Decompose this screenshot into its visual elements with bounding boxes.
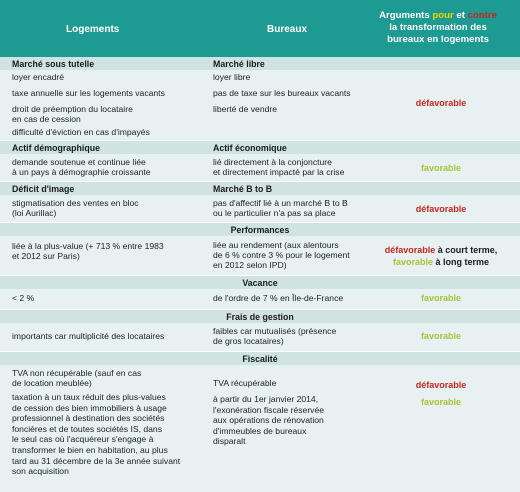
cell: liberté de vendre [213,104,278,114]
section-deficit-image: Déficit d'image [12,184,75,194]
cell-line: foncières et de toutes sociétés IS, dans [12,423,163,434]
cell-line: le seul cas où l'acquéreur s'engage à [12,434,154,445]
cell: en 2012 selon IPD) [213,260,287,270]
verdict-fiscalite-tva: défavorable [415,380,467,390]
header-bureaux: Bureaux [267,24,308,35]
header-contre: contre [467,10,497,21]
cell: pas d'affectif lié à un marché B to B [213,198,348,208]
verdict-actif: favorable [420,163,462,173]
table-header [0,0,520,57]
cell-line: disparalt [213,436,246,447]
cell: de 6 % contre 3 % pour le logement [213,250,350,260]
cell: ou le particulier n'a pas sa place [213,208,336,218]
section-vacance: Vacance [242,278,278,288]
verdict-performances: défavorable à court terme, favorable à long terme [384,245,498,267]
cell: faibles car mutualisés (présence [213,326,337,336]
cell-line: à partir du 1er janvier 2014, [213,394,319,404]
cell: taxe annuelle sur les logements vacants [12,88,165,98]
verdict-fiscalite-taxation: favorable [420,397,462,407]
header-pour: pour [432,10,454,21]
cell-line: professionnel à destination des sociétés [12,413,165,424]
section-actif-demographique: Actif démographique [12,143,100,153]
cell-line: de cession des bien immobiliers à usage [12,402,167,413]
section-marche-libre: Marché libre [213,59,265,69]
cell-fiscalite-exoneration [213,394,324,447]
cell-line: transformer le bien en habitation, au plus [12,444,168,455]
cell: en cas de cession [12,114,81,124]
cell: lié directement à la conjoncture [213,157,332,167]
cell-line: taxation à un taux réduit des plus-values [12,392,166,402]
cell: à un pays à démographie croissante [12,167,151,177]
cell: de l'ordre de 7 % en Île-de-France [213,293,344,303]
cell-fiscalite-taxation [12,392,180,477]
section-actif-economique: Actif économique [213,143,287,153]
cell-line: son acquisition [12,466,69,477]
cell: droit de préemption du locataire [12,104,133,114]
cell-line: tard au 31 décembre de la 3e année suivant [12,455,181,466]
cell: et 2012 sur Paris) [12,251,80,261]
cell: de location meublée) [12,378,92,388]
header-logements: Logements [66,24,120,35]
section-performances: Performances [230,225,290,235]
cell: stigmatisation des ventes en bloc [12,198,139,208]
cell: importants car multiplicité des locataires [12,331,165,341]
verdict-marche: défavorable [415,98,467,108]
cell: loyer encadré [12,72,65,82]
section-marche-sous-tutelle: Marché sous tutelle [12,59,95,69]
cell-line: aux opérations de rénovation [213,415,324,426]
cell: pas de taxe sur les bureaux vacants [213,88,351,98]
header-arguments: Arguments pour et contre la transformation des bureaux en logements [379,10,497,45]
verdict-image: défavorable [415,204,467,214]
cell: difficulté d'éviction en cas d'impayés [12,127,150,137]
verdict-frais: favorable [420,331,462,341]
section-fiscalite: Fiscalité [242,354,278,364]
section-frais-gestion: Frais de gestion [226,312,294,322]
cell: loyer libre [213,72,251,82]
cell: liée au rendement (aux alentours [213,240,339,250]
cell: TVA récupérable [213,378,277,388]
cell-line: l'exonération fiscale réservée [213,404,325,415]
verdict-vacance: favorable [420,293,462,303]
cell: liée à la plus-value (+ 713 % entre 1983 [12,241,164,251]
cell: demande soutenue et continue liée [12,157,146,167]
cell: et directement impacté par la crise [213,167,345,177]
cell: TVA non récupérable (sauf en cas [12,368,142,378]
cell: < 2 % [12,293,35,303]
cell-line: d'immeubles de bureaux [213,425,307,436]
section-marche-b-to-b: Marché B to B [213,184,273,194]
cell: (loi Aurillac) [12,208,57,218]
cell: de gros locataires) [213,336,284,346]
